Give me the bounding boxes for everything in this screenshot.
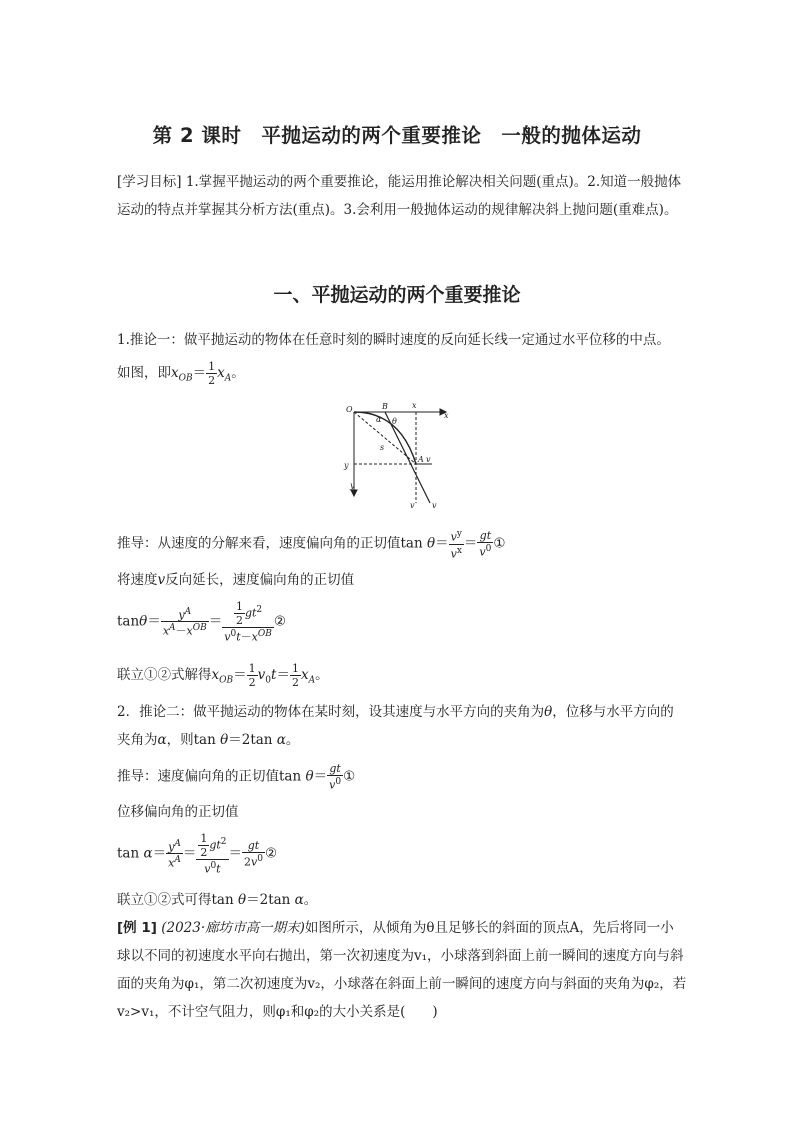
label-x: x xyxy=(444,411,449,420)
projectile-diagram xyxy=(340,398,450,518)
label-v0: v xyxy=(426,455,431,464)
objectives-label: [学习目标] xyxy=(117,174,182,190)
label-s: s xyxy=(380,443,385,452)
example-source: (2023·廊坊市高一期末) xyxy=(161,920,305,936)
derivation2-result: 联立①②式可得tan θ＝2tan α。 xyxy=(117,892,318,908)
label-b: B xyxy=(382,402,388,411)
derivation1-line2: 将速度v反向延长，速度偏向角的正切值 xyxy=(117,572,355,588)
lesson-title: 第 2 课时 平抛运动的两个重要推论 一般的抛体运动 xyxy=(152,124,642,147)
objectives-text: 1.掌握平抛运动的两个重要推论，能运用推论解决相关问题(重点)。2.知道一般抛体运动的特点并掌握其分析方法(重点)。3.会利用一般抛体运动的规律解决斜上抛问题(重难点)。 xyxy=(117,174,682,218)
label-theta: θ xyxy=(392,417,397,426)
inference1-formula-line: 如图，即$x_{OB}=$ $\frac{1}{2}$ $x_A$。 xyxy=(117,360,245,387)
example-text: 如图所示，从倾角为θ且足够长的斜面的顶点A，先后将同一小球以不同的初速度水平向右抛出，第一次初速度为v₁，小球落到斜面上前一瞬间的速度方向与斜面的夹角为φ₁，第二次初速度为v₂，小球落在斜面上前一瞬间的速度方向与斜面的夹角为φ₂，若v₂>v₁，不计空气阻力，则φ₁和φ₂的大小关系是( ) xyxy=(117,920,687,1020)
objectives-paragraph xyxy=(117,168,687,224)
example-label: [例 1] xyxy=(117,920,157,936)
derivation2-line1: 推导：速度偏向角的正切值tan θ＝ $\frac{gt}{v^0}$ ① xyxy=(117,762,356,792)
inference1-text: 1.推论一：做平抛运动的物体在任意时刻的瞬时速度的反向延长线一定通过水平位移的中点。 xyxy=(117,332,670,348)
derivation2-line3: tan α＝ $\frac{y^A}{x^A}$ ＝ $\frac{1}{2}$ $gt^2$ $v^0t$ ＝ $\frac{gt}{2v^0}$ ② xyxy=(117,832,278,876)
label-alpha: α xyxy=(376,415,382,424)
y-axis-arrow-icon xyxy=(351,490,357,496)
example1-paragraph xyxy=(117,914,687,1026)
inference2-text: 2．推论二：做平抛运动的物体在某时刻，设其速度与水平方向的夹角为θ，位移与水平方向的夹角为α，则tan θ＝2tan α。 xyxy=(117,704,674,748)
label-vy: v xyxy=(410,501,415,510)
section-heading: 一、平抛运动的两个重要推论 xyxy=(273,284,521,306)
label-o: O xyxy=(346,405,353,414)
label-xa: x xyxy=(412,401,417,410)
derivation1-line1: 推导：从速度的分解来看，速度偏向角的正切值tan θ＝ $\frac{v^y}{v^x}$ ＝ $\frac{gt}{v^0}$ ① xyxy=(117,529,506,561)
label-ya: y xyxy=(344,461,349,470)
label-y: y xyxy=(350,481,355,490)
derivation2-line2: 位移偏向角的正切值 xyxy=(117,804,239,820)
label-v: v xyxy=(432,501,437,510)
derivation1-result: 联立①②式解得$x_{OB}=$ $\frac{1}{2}$ $v_0t=$ $\frac{1}{2}$ $x_A$。 xyxy=(117,662,329,689)
label-a: A xyxy=(418,455,424,464)
derivation1-line3: tanθ＝ $\frac{y^A}{x^A-x^{OB}}$ ＝ $\frac{1}{2}$ $gt^2$ $v^0t-x^{OB}$ ② xyxy=(117,600,286,644)
